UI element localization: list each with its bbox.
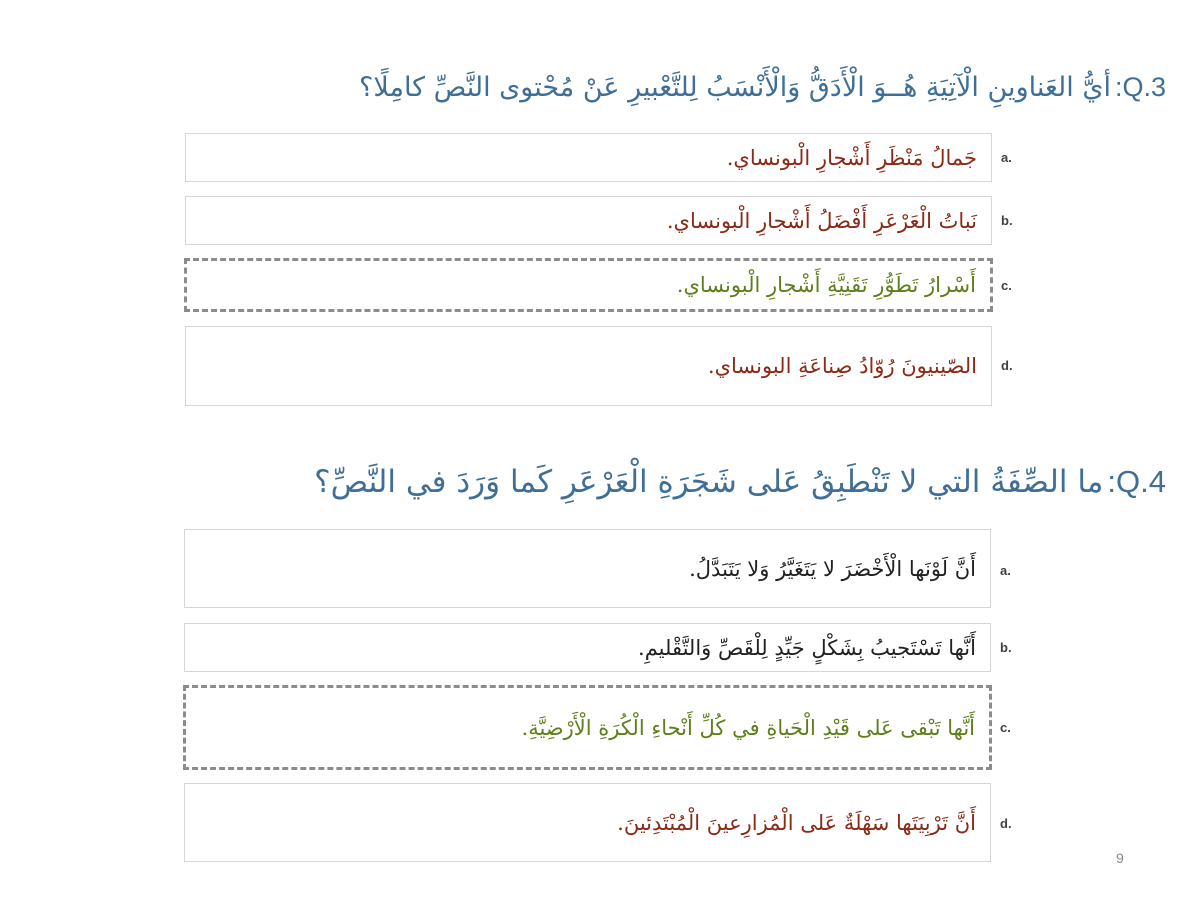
option-text: أَنَّ لَوْنَها الْأَخْضَرَ لا يَتَغَيَّرُ وَلا يَتَبَدَّلُ.: [689, 556, 976, 581]
question-number: :Q.4: [1107, 464, 1166, 499]
q4-option-d-letter: d.: [1000, 816, 1012, 831]
q3-option-c-selected[interactable]: [184, 258, 993, 312]
q3-option-a[interactable]: [185, 133, 992, 182]
option-text: أَنَّها تَسْتَجيبُ بِشَكْلٍ جَيِّدٍ لِلْقَصِّ وَالتَّقْليمِ.: [638, 635, 976, 660]
option-text: أَسْرارُ تَطَوُّرِ تَقَنِيَّةِ أَشْجارِ الْبونساي.: [676, 273, 976, 297]
question-number: :Q.3: [1114, 71, 1166, 102]
q3-option-a-letter: a.: [1001, 150, 1012, 165]
question-4-title: [100, 452, 1166, 512]
option-text: أَنَّ تَرْبِيَتَها سَهْلَةٌ عَلى الْمُزارِعينَ الْمُبْتَدِئينَ.: [617, 810, 976, 835]
question-text: ما الصِّفَةُ التي لا تَنْطَبِقُ عَلى شَجَرَةِ الْعَرْعَرِ كَما وَرَدَ في النَّصِّ؟: [314, 464, 1104, 500]
page-number: 9: [1116, 850, 1124, 866]
q3-option-b[interactable]: [185, 196, 992, 245]
q4-option-c-letter: c.: [1000, 720, 1011, 735]
q4-option-b[interactable]: [184, 623, 991, 672]
q3-option-b-letter: b.: [1001, 213, 1013, 228]
q4-option-a[interactable]: [184, 529, 991, 608]
option-text: جَمالُ مَنْظَرِ أَشْجارِ الْبونساي.: [726, 145, 977, 170]
option-text: الصّينيونَ رُوّادُ صِناعَةِ البونساي.: [707, 354, 977, 378]
question-3-title: [100, 62, 1166, 112]
q3-option-d-letter: d.: [1001, 358, 1013, 373]
q4-option-b-letter: b.: [1000, 640, 1012, 655]
option-text: أَنَّها تَبْقى عَلى قَيْدِ الْحَياةِ في كُلِّ أَنْحاءِ الْكُرَةِ الْأَرْضِيَّةِ.: [521, 715, 975, 740]
q3-option-c-letter: c.: [1001, 278, 1012, 293]
option-text: نَباتُ الْعَرْعَرِ أَفْضَلُ أَشْجارِ الْبونساي.: [666, 208, 977, 233]
q4-option-c-selected[interactable]: [183, 685, 992, 770]
question-text: أيُّ العَناوينِ الْآتِيَةِ هُــوَ الْأَدَقُّ وَالْأَنْسَبُ لِلتَّعْبيرِ عَنْ مُحْتوى النَّصِّ كامِلًا؟: [359, 71, 1111, 103]
q3-option-d[interactable]: [185, 326, 992, 406]
q4-option-d[interactable]: [184, 783, 991, 862]
q4-option-a-letter: a.: [1000, 563, 1011, 578]
